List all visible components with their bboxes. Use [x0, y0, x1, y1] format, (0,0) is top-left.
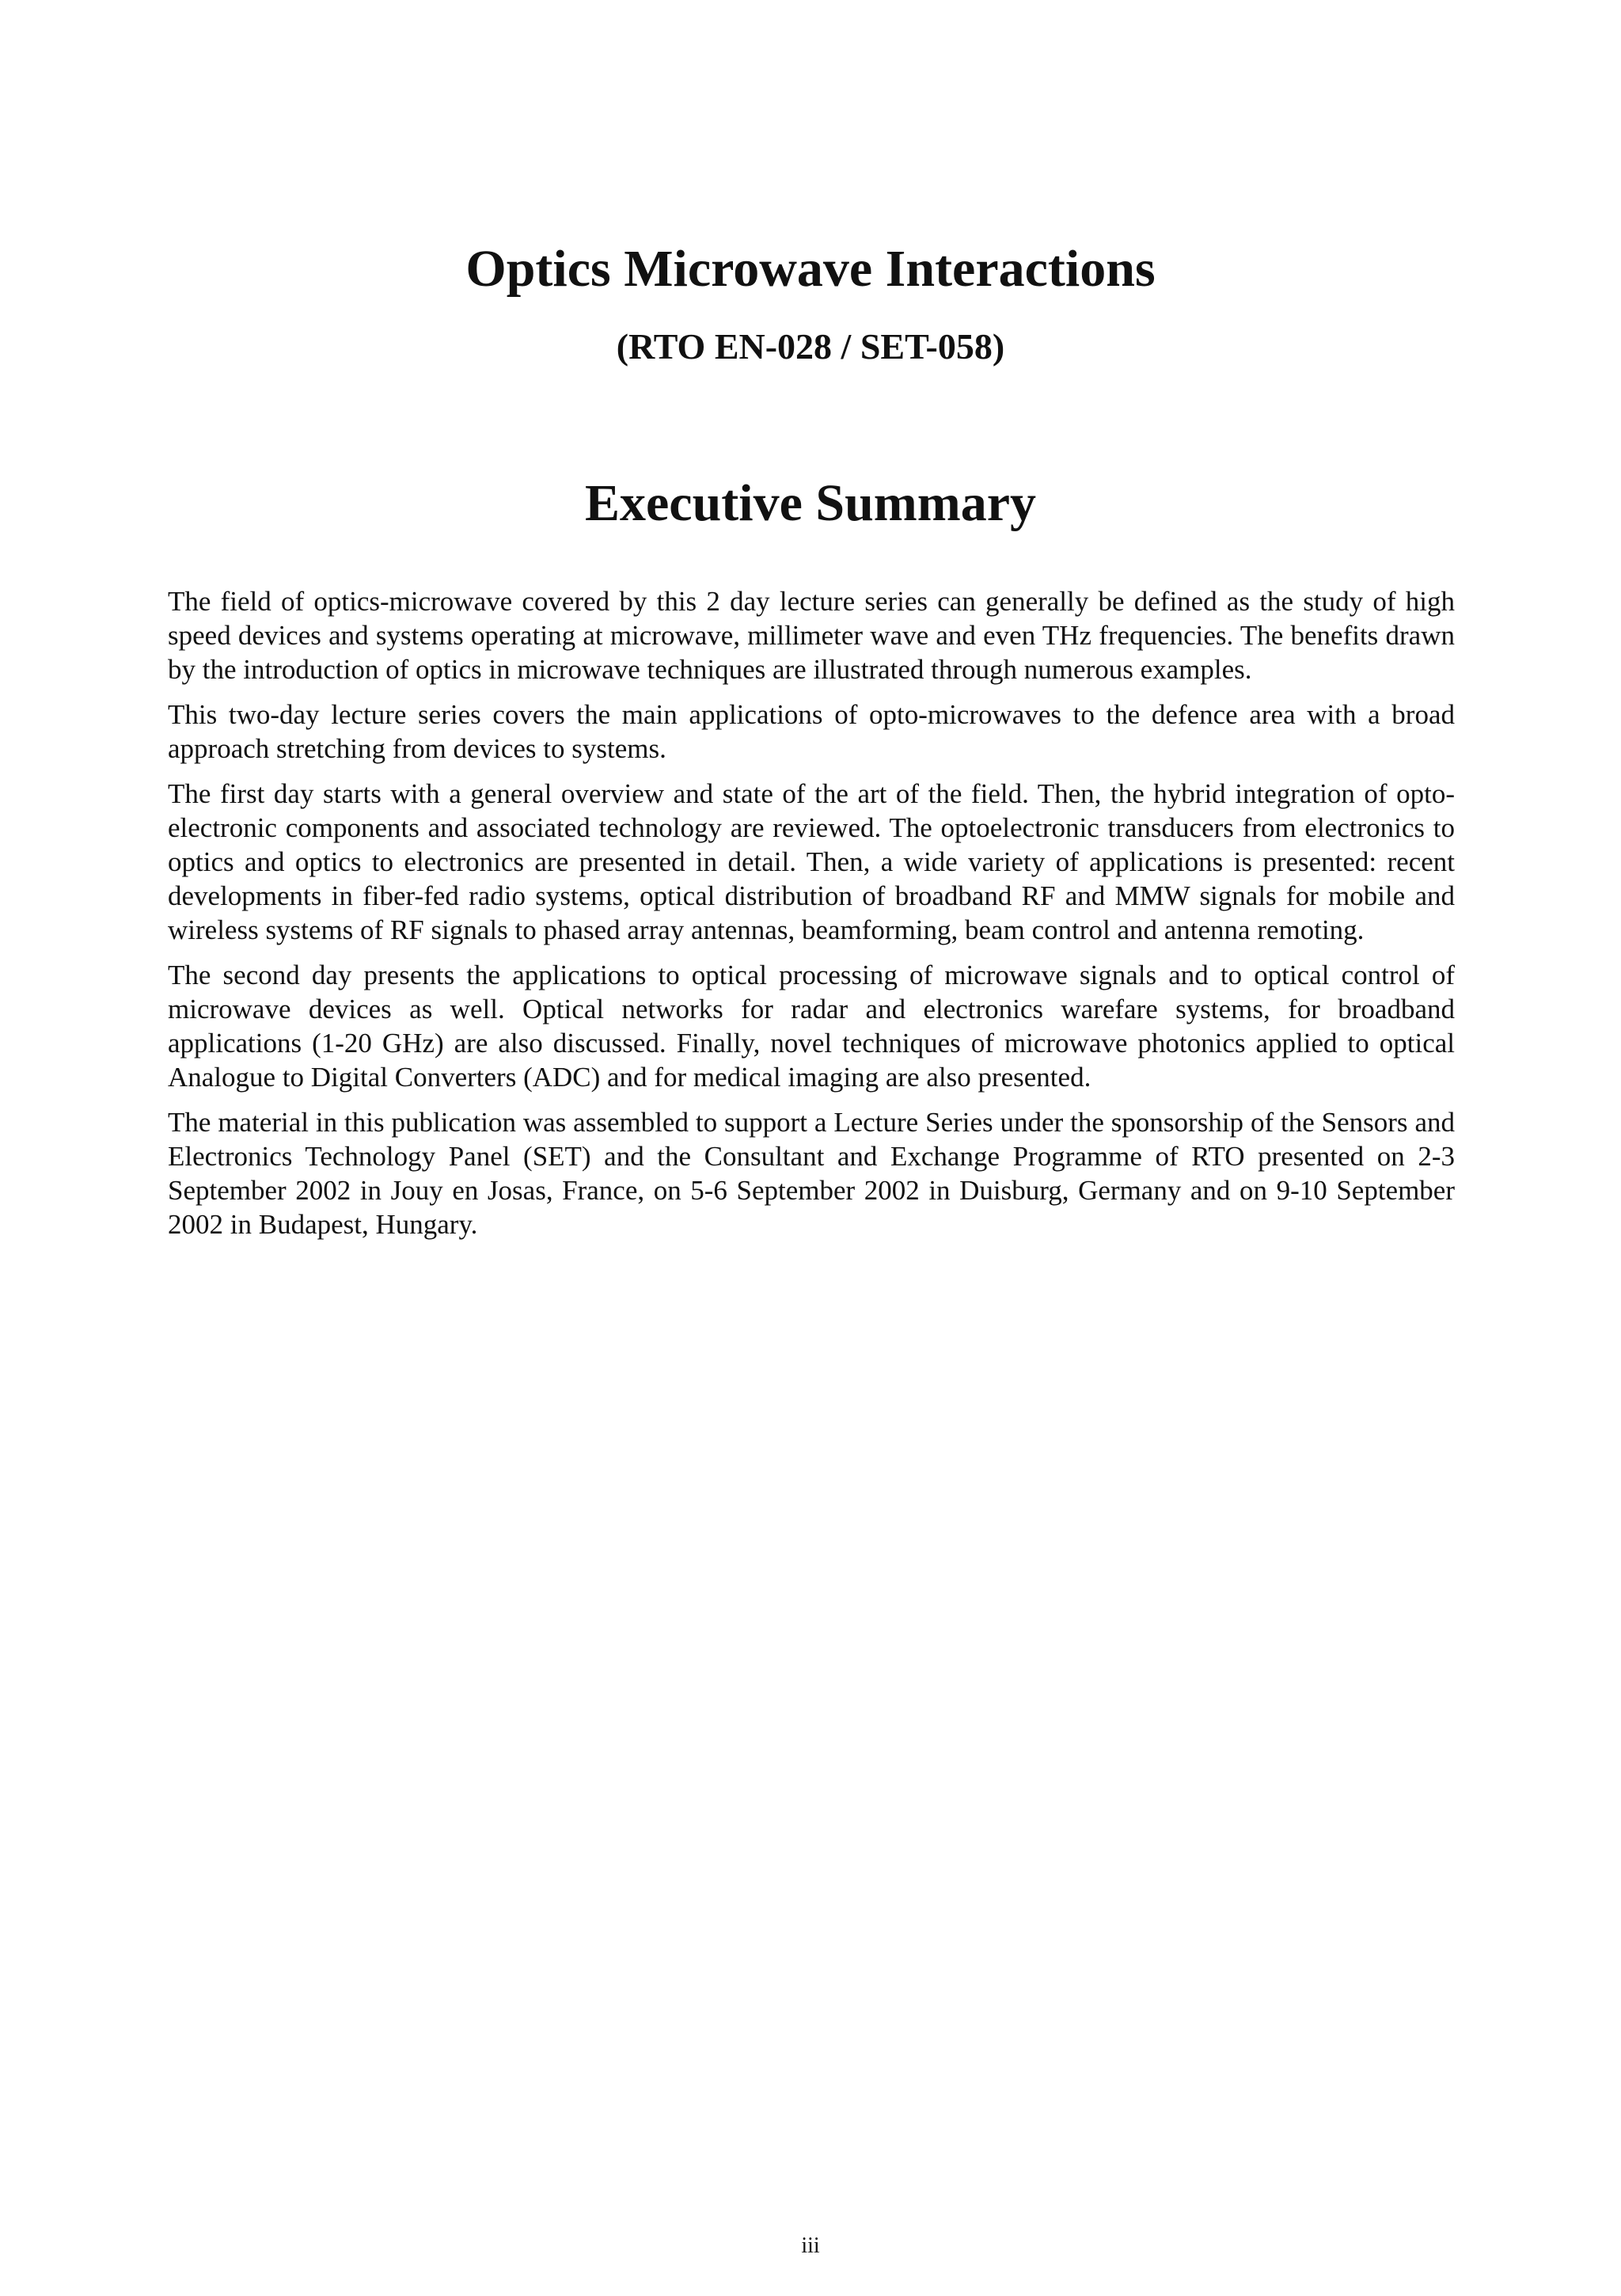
summary-paragraph-2: This two-day lecture series covers the main applications of opto-microwaves to the defence area with a broad approach stretching from devices to systems.	[168, 699, 1455, 764]
document-title: Optics Microwave Interactions	[465, 240, 1156, 298]
document-subtitle: (RTO EN-028 / SET-058)	[616, 326, 1005, 367]
summary-paragraph-5: The material in this publication was assembled to support a Lecture Series under the sponsorship of the Sensors and Electronics Technology Panel (SET) and the Consultant and Exchange Programme of RTO presented on 2-3 September 2002 in Jouy en Josas, France, on 5-6 September 2002 in Duisburg, Germany and on 9-10 September 2002 in Budapest, Hungary.	[168, 1107, 1455, 1240]
section-heading: Executive Summary	[584, 474, 1037, 532]
summary-body	[168, 584, 1455, 1253]
summary-paragraph-1: The field of optics-microwave covered by this 2 day lecture series can generally be defined as the study of high speed devices and systems operating at microwave, millimeter wave and even THz frequencies. The benefits drawn by the introduction of optics in microwave techniques are illustrated through numerous examples.	[168, 586, 1455, 685]
summary-paragraph-4: The second day presents the applications to optical processing of microwave signals and to optical control of microwave devices as well. Optical networks for radar and electronics warefare systems, for broadband applications (1-20 GHz) are also discussed. Finally, novel techniques of microwave photonics applied to optical Analogue to Digital Converters (ADC) and for medical imaging are also presented.	[168, 960, 1455, 1093]
page-number: iii	[801, 2233, 820, 2258]
summary-paragraph-3: The first day starts with a general overview and state of the art of the field. Then, the hybrid integration of opto-electronic components and associated technology are reviewed. The optoelectronic transducers from electronics to optics and optics to electronics are presented in detail. Then, a wide variety of applications is presented: recent developments in fiber-fed radio systems, optical distribution of broadband RF and MMW signals for mobile and wireless systems of RF signals to phased array antennas, beamforming, beam control and antenna remoting.	[168, 778, 1455, 945]
